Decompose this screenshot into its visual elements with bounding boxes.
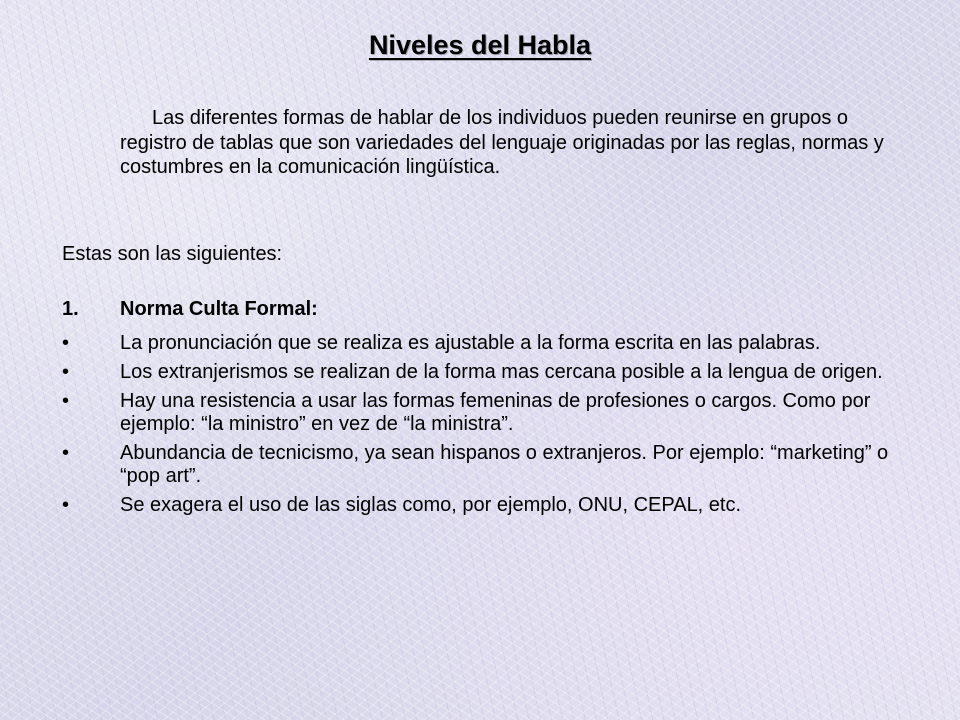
bullet-item (62, 442, 912, 488)
bullet-item (62, 390, 912, 436)
bullet-text: Los extranjerismos se realizan de la forma mas cercana posible a la lengua de origen. (120, 361, 883, 383)
bullet-text: Hay una resistencia a usar las formas femeninas de profesiones o cargos. Como por ejemplo: “la ministro” en vez de “la ministra”. (120, 390, 871, 435)
bullet-text: Se exagera el uso de las siglas como, por ejemplo, ONU, CEPAL, etc. (120, 494, 742, 516)
content-list (62, 298, 912, 517)
bullet-item (62, 332, 912, 355)
section-number: 1. (62, 298, 79, 320)
bullet-item (62, 494, 912, 517)
intro-text: Las diferentes formas de hablar de los individuos pueden reunirse en grupos o registro de tablas que son variedades del lenguaje originadas por las reglas, normas y costumbres en la comunicación lingüística. (120, 107, 884, 178)
bullet-icon: • (62, 390, 70, 412)
section-heading: Norma Culta Formal: (120, 298, 318, 320)
bullet-text: La pronunciación que se realiza es ajustable a la forma escrita en las palabras. (120, 332, 821, 354)
bullet-icon: • (62, 361, 70, 383)
bullet-item (62, 361, 912, 384)
section-heading-row (62, 298, 912, 321)
list-lead-text: Estas son las siguientes: (62, 243, 283, 265)
intro-paragraph (120, 106, 910, 180)
bullet-text: Abundancia de tecnicismo, ya sean hispanos o extranjeros. Por ejemplo: “marketing” o “pop art”. (120, 442, 889, 487)
bullet-icon: • (62, 332, 70, 354)
slide-title: Niveles del Habla (368, 30, 592, 60)
bullet-icon: • (62, 442, 70, 464)
bullet-icon: • (62, 494, 70, 516)
